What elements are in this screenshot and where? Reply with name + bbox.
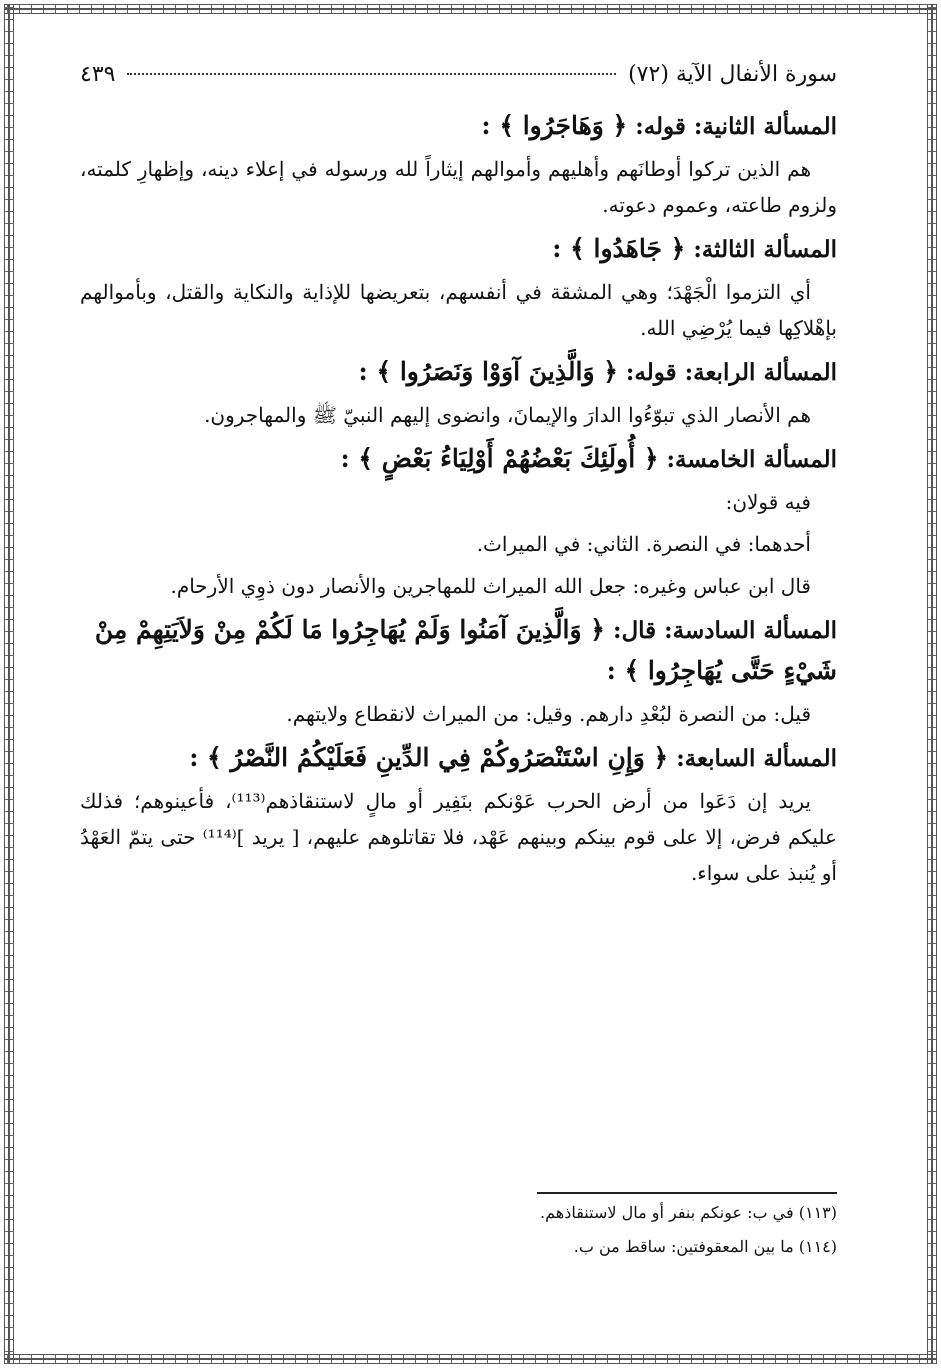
- paragraph: يريد إن دَعَوا من أرض الحرب عَوْنكم بنَفِير أو مالٍ لاستنقاذهم⁽¹¹³⁾، فأعينوهم؛ فذلك عليكم فرض، إلا على قوم بينكم وبينهم عَهْد، فلا تقاتلوهم عليهم، [ يريد ]⁽¹¹⁴⁾ حتى يتمّ العَهْدُ أو يُنبذ على سواء.: [80, 789, 837, 885]
- page-number: ٤٣٩: [80, 62, 116, 87]
- border-right: [927, 4, 937, 1364]
- heading-label: المسألة الخامسة:: [666, 446, 837, 473]
- section-5: [80, 439, 837, 604]
- paragraph: قال ابن عباس وغيره: جعل الله الميراث للمهاجرين والأنصار دون ذوِي الأرحام.: [170, 574, 811, 598]
- border-top: [4, 4, 937, 14]
- paragraph: أحدهما: في النصرة. الثاني: في الميراث.: [476, 532, 811, 556]
- section-2: [80, 106, 837, 223]
- footnote-rule: [537, 1192, 837, 1194]
- header-dot-leader: [127, 73, 616, 75]
- heading-label: المسألة الثانية: قوله:: [635, 113, 837, 140]
- quran-quote: ﴿ وَإِنِ اسْتَنْصَرُوكُمْ فِي الدِّينِ فَعَلَيْكُمُ النَّصْرُ ﴾ :: [189, 743, 669, 772]
- section-heading: [80, 106, 837, 147]
- quran-quote: ﴿ وَهَاجَرُوا ﴾ :: [481, 111, 628, 140]
- footnotes: [80, 1192, 837, 1262]
- border-left: [4, 4, 14, 1364]
- border-bottom: [4, 1354, 937, 1364]
- heading-label: المسألة الثالثة:: [693, 236, 837, 263]
- section-4: [80, 352, 837, 433]
- section-heading: [80, 439, 837, 480]
- quran-quote: ﴿ وَالَّذِينَ آمَنُوا وَلَمْ يُهَاجِرُوا مَا لَكُمْ مِنْ وَلاَيَتِهِمْ مِنْ شَيْءٍ حَتَّى يُهَاجِرُوا ﴾ :: [94, 615, 837, 685]
- section-heading: [80, 610, 837, 692]
- paragraph: أي التزموا الْجَهْدَ؛ وهي المشقة في أنفسهم، بتعريضها للإذاية والنكاية والقتل، وبأموالهم بإهْلاكِها فيما يُرْضِي الله.: [80, 280, 837, 340]
- quran-quote: ﴿ جَاهَدُوا ﴾ :: [552, 234, 686, 263]
- paragraph: قيل: من النصرة لبُعْدِ دارهم. وقيل: من الميراث لانقطاع ولايتهم.: [286, 702, 811, 726]
- paragraph: فيه قولان:: [725, 490, 811, 514]
- heading-label: المسألة السابعة:: [676, 745, 837, 772]
- section-3: [80, 229, 837, 346]
- footnote-114: (١١٤) ما بين المعقوفتين: ساقط من ب.: [573, 1237, 837, 1256]
- heading-label: المسألة السادسة: قال:: [612, 617, 837, 644]
- section-7: [80, 738, 837, 891]
- quran-quote: ﴿ أُولَئِكَ بَعْضُهُمْ أَوْلِيَاءُ بَعْضٍ ﴾ :: [340, 444, 659, 473]
- paragraph: هم الذين تركوا أوطانَهم وأهليهم وأموالهم إيثاراً لله ورسوله في إعلاء دينه، وإظهارِ كلمته، ولزوم طاعته، وعموم دعوته.: [80, 157, 837, 217]
- section-heading: [80, 738, 837, 779]
- footnote-113: (١١٣) في ب: عونكم بنفر أو مال لاستنقاذهم.: [540, 1203, 837, 1222]
- running-header: [80, 62, 837, 96]
- paragraph: هم الأنصار الذي تبوّءُوا الدارَ والإيمانَ، وانضوى إليهم النبيّ ﷺ والمهاجرون.: [204, 403, 811, 427]
- quran-quote: ﴿ وَالَّذِينَ آوَوْا وَنَصَرُوا ﴾ :: [358, 357, 618, 386]
- heading-label: المسألة الرابعة: قوله:: [625, 359, 837, 386]
- running-title: سورة الأنفال الآية (٧٢): [628, 62, 837, 87]
- section-6: [80, 610, 837, 732]
- section-heading: [80, 229, 837, 270]
- page-body: [80, 62, 837, 897]
- section-heading: [80, 352, 837, 393]
